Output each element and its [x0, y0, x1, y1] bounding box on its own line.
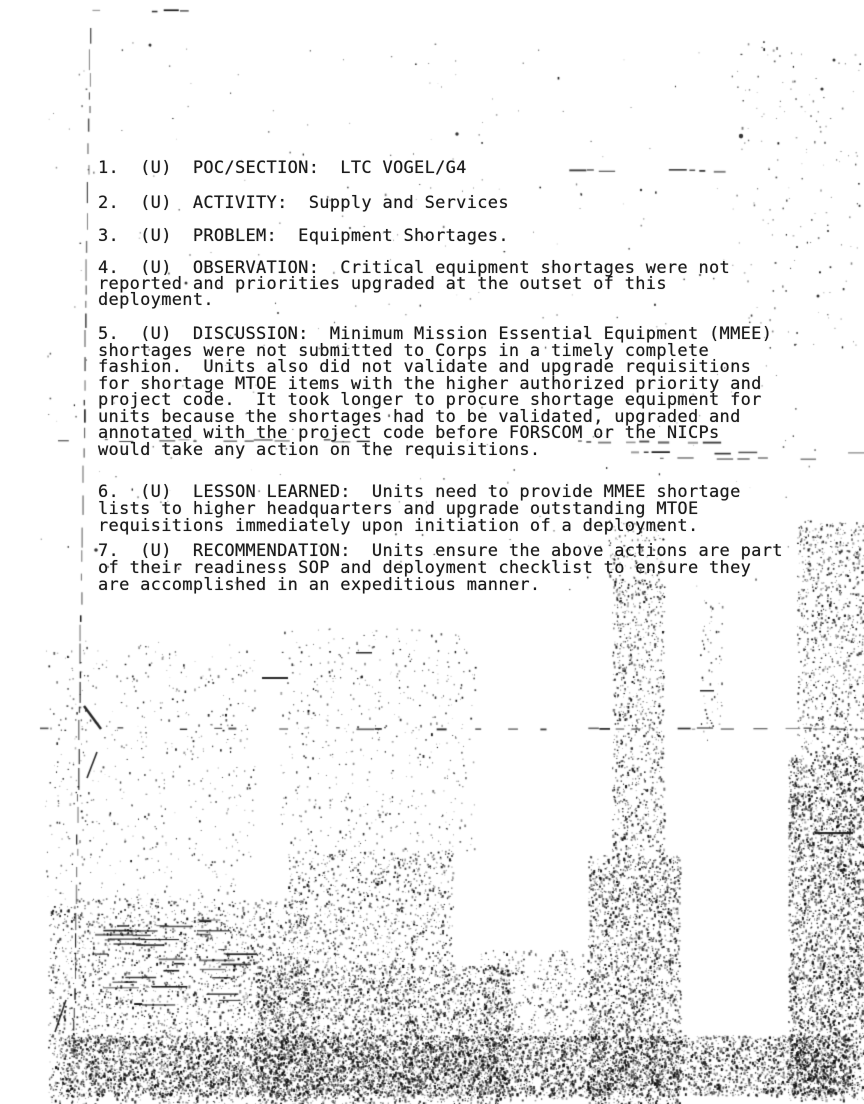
paragraph-recommendation: [98, 543, 783, 594]
text-line: for shortage MTOE items with the higher authorized priority and: [98, 373, 762, 394]
paragraph-discussion: [98, 326, 772, 458]
paragraph-activity: [98, 195, 509, 211]
paragraph-poc-section: [98, 160, 467, 176]
text-line: reported and priorities upgraded at the outset of this: [98, 274, 667, 294]
text-line: 1. (U) POC/SECTION: LTC VOGEL/G4: [98, 158, 467, 178]
text-line: project code. It took longer to procure shortage equipment for: [98, 390, 762, 410]
text-line: lists to higher headquarters and upgrade outstanding MTOE: [98, 499, 699, 519]
paragraph-problem: [98, 228, 509, 244]
text-line: are accomplished in an expeditious manner.: [98, 575, 541, 595]
paragraph-observation: [98, 260, 730, 308]
text-line: 2. (U) ACTIVITY: Supply and Services: [98, 193, 509, 213]
text-line: 5. (U) DISCUSSION: Minimum Mission Essential Equipment (MMEE): [98, 324, 773, 344]
text-line: requisitions immediately upon initiation of a deployment.: [98, 516, 699, 536]
text-line: 6. (U) LESSON LEARNED: Units need to provide MMEE shortage: [98, 482, 741, 502]
text-line: would take any action on the requisitions.: [98, 439, 541, 460]
text-line: of their readiness SOP and deployment checklist to ensure they: [98, 558, 752, 578]
text-line: units because the shortages had to be validated, upgraded and: [98, 406, 741, 427]
text-line: 7. (U) RECOMMENDATION: Units ensure the above actions are part: [98, 541, 783, 561]
text-line: 3. (U) PROBLEM: Equipment Shortages.: [98, 226, 509, 246]
text-line: annotated with the project code before FORSCOM or the NICPs: [98, 423, 720, 443]
text-line: shortages were not submitted to Corps in a timely complete: [98, 340, 710, 361]
text-line: fashion. Units also did not validate and upgrade requisitions: [98, 357, 752, 377]
text-line: 4. (U) OBSERVATION: Critical equipment shortages were not: [98, 258, 731, 278]
paragraph-lesson-learned: [98, 484, 741, 535]
text-line: deployment.: [98, 290, 214, 310]
